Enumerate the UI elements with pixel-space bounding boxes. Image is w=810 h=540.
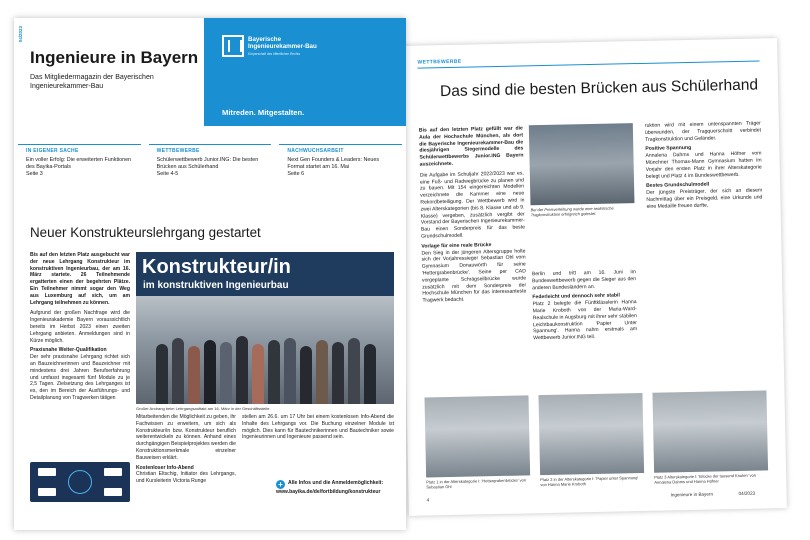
toc-section: NACHWUCHSARBEIT (287, 148, 344, 154)
page-number: 4 (426, 497, 430, 503)
logo-line-2: Ingenieurekammer-Bau (248, 43, 317, 50)
cover-header (14, 18, 202, 126)
footer-magazine: Ingenieure in Bayern (670, 491, 714, 498)
article-column-1 (30, 252, 130, 402)
toc-section: IN EIGENER SACHE (26, 148, 79, 154)
person-figure (268, 340, 280, 404)
toc-text: Schülerwettbewerb Junior.ING: Die besten Brücken aus Schülerhand (156, 157, 259, 170)
diagram-node (104, 488, 122, 496)
article-paragraph: Der jüngste Preisträger, der sich an diesem Nachmittag über ein Preisgeld, eine Urkunde und eine Medaille freuen durfte, (646, 187, 763, 210)
person-figure (188, 346, 200, 404)
article-paragraph: stellen am 26.6. um 17 Uhr bei einem kostenlosen Info-Abend die Inhalte des Lehrgangs vor. Die Buchung einzelner Module ist möglich. Dies kann für Bautechnikerinnen und Bautechniker sowie Ingenieurinnen und Ingenieure passend sein. (242, 414, 394, 441)
person-figure (236, 336, 248, 404)
article-paragraph: Aufgrund der großen Nachfrage wird die Ingenieurakademie Bayern voraussichtlich bereits im Herbst 2023 einen zweiten Lehrgang anbieten. Anmeldungen sind in Kürze möglich. (30, 310, 130, 344)
brand-panel (204, 18, 406, 126)
article-subheading: Praxisnahe Weiter-Qualifikation (30, 347, 107, 354)
person-figure (156, 344, 168, 404)
article-paragraph: Platz 2 belegte die Fünftklässlerin Hanna Marie Kroboth von der Maria-Ward-Realschule in Augsburg mit ihrer sehr stabilen Leichtbaukonstruktion 'Papier Unter Spannung'. Hanna nahm erstmals am Wettbewerb Junior.ING teil. (532, 299, 638, 342)
person-figure (348, 338, 360, 404)
footer-issue: 04/2023 (738, 490, 756, 496)
chamber-logo (222, 32, 390, 60)
article-title: Das sind die besten Brücken aus Schülerhand (439, 76, 759, 101)
toc-page: Seite 3 (26, 171, 43, 177)
article-column-1 (419, 125, 527, 304)
article-paragraph: Annalena Dahms und Hanna Höfner vom Münchner Thomas-Mann Gymnasium hatten im Vorjahr den ersten Platz in ihrer Alterskategorie belegt und Platz 4 im Bundeswettbewerb. (645, 150, 762, 180)
toc-text: Ein voller Erfolg: Die erweiterten Funktionen des Bayika-Portals (26, 157, 132, 170)
winner-caption: Platz 3 Alterskategorie I: 'Brücke der tausend Knoten' von Annalena Dahms und Hanna Höfner (654, 472, 757, 485)
person-figure (364, 344, 376, 404)
person-figure (284, 338, 296, 404)
article-paragraph: Berlin und tritt am 16. Juni im Bundeswettbewerb gegen die Sieger aus den anderen Bundesländern an. (531, 269, 637, 291)
diagram-node (104, 468, 122, 476)
person-figure (172, 338, 184, 404)
hero-banner (136, 252, 394, 296)
article-title: Neuer Konstrukteurslehrgang gestartet (30, 225, 261, 240)
plus-icon: + (276, 480, 285, 489)
person-figure (332, 342, 344, 404)
article-lead: Bis auf den letzten Platz gefüllt war die Aula der Hochschule München, als dort die Bayerische Ingenieurekammer-Bau die diesjährigen Siegermodelle des Schülerwettbewerbs Junior.ING Bayern auszeichnete. (418, 125, 524, 168)
article-paragraph: Die Aufgabe im Schuljahr 2022/2023 war es, eine Fuß- und Radwegbrücke zu planen und zu bauen. Mit 154 eingereichten Modellen verzeichnete die Kammer eine neue Rekordbeteiligung. Der Wettbewerb wird in zwei Alterskategorien (bis 8. Klasse und ab 9. Klasse) vergeben, zusätzlich vergibt der Vorstand der Bayerischen Ingenieurekammer-Bau einen Sonderpreis für das beste Grundschulmodell. (419, 170, 526, 240)
toc-item[interactable] (279, 144, 402, 194)
article-subheading: Vorlage für eine reale Brücke (421, 241, 492, 250)
article-lead: Bis auf den letzten Platz ausgebucht war der neue Lehrgang Konstrukteur im konstruktiven Ingenieurbau, der am 16. März startete. 26 Teilnehmende ergatterten einen der begehrten Plätze. Ein Teilnehmer nimmt sogar den Weg aus Luxemburg auf sich, um am Lehrgang teilnehmen zu können. (30, 252, 130, 306)
info-box[interactable] (276, 480, 394, 496)
toc-page: Seite 4-5 (156, 171, 179, 177)
article-paragraph: Mitarbeitenden die Möglichkeit zu geben, ihr Fachwissen zu erweitern, um sich als Konstrukteur/in bzw. Konstrukteur beruflich weiterentwickeln zu können. Anhand eines durchgängigen Beispielprojektes werden die Konstruktionsmerkmale einzelner Bauweisen erklärt. (136, 414, 236, 461)
magazine-cover-page (14, 18, 406, 530)
toc-item[interactable] (18, 144, 141, 194)
article-column-3 (645, 120, 763, 210)
section-label: WETTBEWERBE (417, 52, 759, 68)
logo-small-text: Körperschaft des öffentlichen Rechts (248, 52, 301, 56)
winner-photo (652, 390, 768, 472)
group-photo (136, 296, 394, 404)
article-subheading: Federleicht und dennoch sehr stabil (532, 292, 620, 301)
issue-number: 04/2023 (18, 26, 23, 43)
article-paragraph: ruktion wird mit einem untenspannten Träger überwunden, der Tragquerschnitt verbindet Tragkonstruktion und Geländer. (644, 120, 762, 143)
award-ceremony-photo (529, 123, 635, 205)
slogan: Mitreden. Mitgestalten. (222, 108, 305, 117)
article-subheading: Kostenloser Info-Abend (136, 464, 194, 471)
person-figure (204, 340, 216, 404)
diagram-node (38, 488, 56, 496)
article-paragraph: Christian Eltschig, Initiator des Lehrgangs, und Kursleiterin Victoria Runge (136, 471, 236, 485)
magazine-subtitle: Das Mitgliedermagazin der Bayerischen Ingenieurekammer-Bau (30, 74, 154, 90)
course-diagram (30, 462, 130, 502)
person-figure (220, 342, 232, 404)
chamber-logo-icon (222, 35, 244, 57)
toc-item[interactable] (149, 144, 272, 194)
diagram-node (38, 468, 56, 476)
article-page (399, 38, 787, 516)
toc-text: Next Gen Founders & Leaders: Neues Format startet am 16. Mai (287, 157, 380, 170)
toc-page: Seite 6 (287, 171, 305, 177)
table-of-contents (14, 144, 406, 194)
article-subheading: Positive Spannung (645, 145, 692, 153)
diagram-center-circle (68, 470, 92, 494)
magazine-title: Ingenieure in Bayern (30, 48, 199, 67)
winner-photo (538, 393, 644, 475)
article-paragraph: Der sehr praxisnahe Lehrgang richtet sich an Bauzeichnerinnen und Bauzeichner mit mindestens drei Jahren Berufserfahrung und umfasst insgesamt fünf Module zu je 2,5 Tagen. Zielsetzung des Lehrganges ist es, den im Bereich der Ausführungs- und Detailplanung von Tragwerken tätigen (30, 354, 130, 401)
article-paragraph: Den Sieg in der jüngeren Altersgruppe holte sich der Vorjahressieger Sebastian Ohl vom Gymnasium Donauwörth für seine 'Hettergrabenbrücke'. Seine per CAD vorgeplante Schrägseilbrücke wurde zusätzlich mit dem Sonderpreis der Hochschule München für das interessanteste Tragwerk bedacht. (421, 247, 527, 304)
article-column-3 (242, 414, 394, 441)
toc-section: WETTBEWERBE (156, 148, 200, 154)
winner-caption: Platz 2 in der Alterskategorie I: 'Papier unter Spannung' von Hanna Marie Kroboth (540, 475, 639, 488)
photo-caption: Bei der Preisverleihung wurde eine realistische Tragkonstruktion erfolgreich getestet. (530, 205, 614, 218)
article-column-2 (532, 269, 637, 342)
hero-image (136, 252, 394, 404)
hero-caption: Großer Andrang beim Lehrgangsauftakt am 16. März in der Geschäftsstelle. (136, 406, 271, 411)
info-link-text[interactable]: Alle Infos und die Anmeldemöglichkeit: www.bayika.de/de/fortbildung/konstrukteur (276, 480, 384, 495)
hero-subheadline: im konstruktiven Ingenieurbau (143, 280, 289, 291)
logo-line-1: Bayerische (248, 36, 282, 43)
person-figure (316, 340, 328, 404)
winner-photo (424, 395, 530, 477)
winner-caption: Platz 1 in der Alterskategorie I: 'Hettergrabenbrücke' von Sebastian Ohl (426, 477, 527, 490)
article-column-2 (136, 414, 236, 485)
hero-headline: Konstrukteur/in (142, 256, 291, 278)
article-subheading: Bestes Grundschulmodell (646, 181, 710, 190)
person-figure (300, 346, 312, 404)
person-figure (252, 344, 264, 404)
